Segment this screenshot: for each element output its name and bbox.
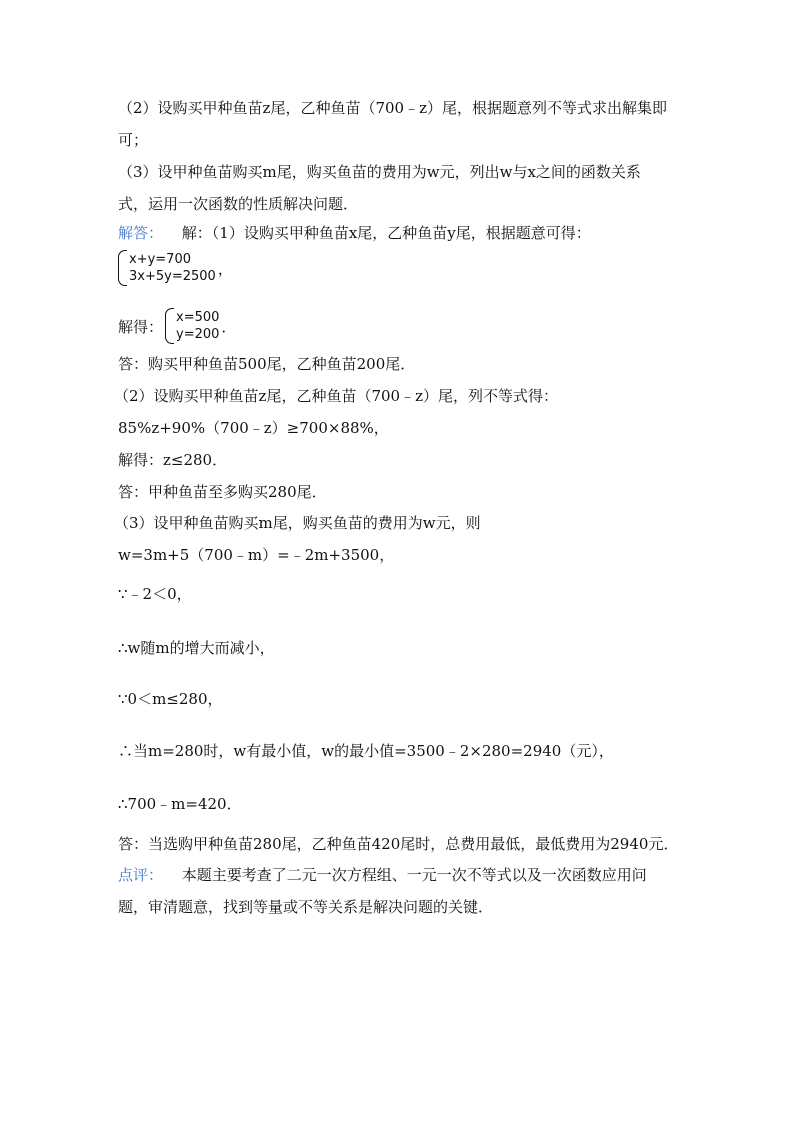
answer-line-2: 答：甲种鱼苗至多购买280尾． <box>118 483 327 501</box>
analysis-line-2b: 可； <box>118 131 149 149</box>
comment-text-2: 题，审清题意，找到等量或不等关系是解决问题的关键． <box>118 898 494 916</box>
part3-setup: （3）设甲种鱼苗购买m尾，购买鱼苗的费用为w元，则 <box>114 514 481 532</box>
system2-tail: ． <box>221 317 237 336</box>
part3-function: w=3m+5（700﹣m）=﹣2m+3500， <box>118 546 395 564</box>
solution-label: 解得： <box>118 317 164 336</box>
system1-eq1: x+y=700 <box>129 252 191 267</box>
answer-text-1: 解：（1）设购买甲种鱼苗x尾，乙种鱼苗y尾，根据题意可得： <box>181 224 591 242</box>
equation-system-1 <box>118 250 233 286</box>
system1-eq2: 3x+5y=2500 <box>129 269 216 284</box>
part2-solution: 解得：z≤280． <box>118 451 228 469</box>
part3-step-4: ∴当m=280时，w有最小值，w的最小值=3500﹣2×280=2940（元）， <box>118 742 614 760</box>
comment-label: 点评： <box>118 866 164 884</box>
left-brace-icon <box>165 308 174 344</box>
left-brace-icon <box>118 250 127 286</box>
system2-eq1: x=500 <box>176 310 220 325</box>
equation-system-2 <box>118 308 236 344</box>
answer-line-3: 答：当选购甲种鱼苗280尾，乙种鱼苗420尾时，总费用最低，最低费用为2940元． <box>118 835 679 853</box>
comment-text-1: 本题主要考查了二元一次方程组、一元一次不等式以及一次函数应用问 <box>181 866 647 884</box>
analysis-line-2a: （2）设购买甲种鱼苗z尾，乙种鱼苗（700﹣z）尾，根据题意列不等式求出解集即 <box>118 99 667 117</box>
part2-inequality: 85%z+90%（700﹣z）≥700×88%， <box>118 419 389 437</box>
system2-eq2: y=200 <box>176 327 220 342</box>
answer-label: 解答： <box>118 224 164 242</box>
system1-tail: ， <box>217 259 233 278</box>
comment-row-1 <box>118 865 647 885</box>
part2-setup: （2）设购买甲种鱼苗z尾，乙种鱼苗（700﹣z）尾，列不等式得： <box>114 387 558 405</box>
part3-step-2: ∴w随m的增大而减小， <box>118 639 275 657</box>
part3-step-3: ∵0＜m≤280， <box>118 690 223 708</box>
analysis-line-3a: （3）设甲种鱼苗购买m尾，购买鱼苗的费用为w元，列出w与x之间的函数关系 <box>118 163 641 181</box>
answer-line-1: 答：购买甲种鱼苗500尾，乙种鱼苗200尾． <box>118 355 416 373</box>
analysis-line-3b: 式，运用一次函数的性质解决问题． <box>118 195 359 213</box>
part3-step-1: ∵﹣2＜0， <box>118 585 192 603</box>
part3-step-5: ∴700﹣m=420． <box>118 795 242 813</box>
answer-row-1 <box>118 223 591 243</box>
